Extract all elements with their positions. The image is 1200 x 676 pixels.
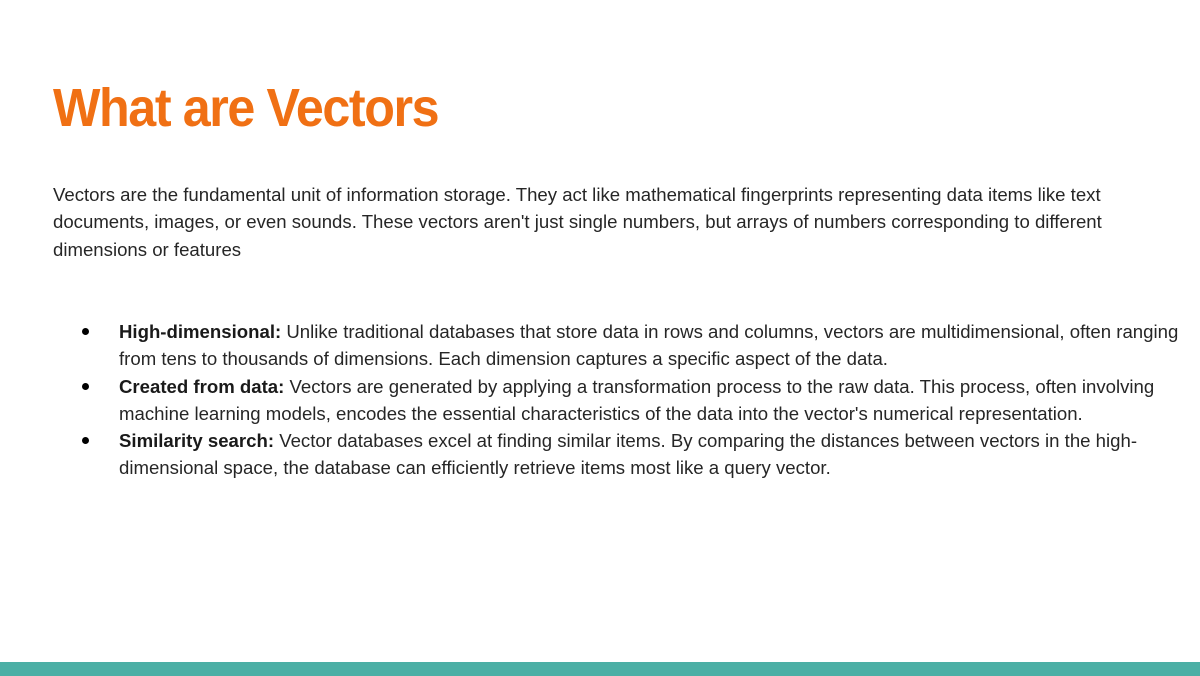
bullet-list (119, 318, 1179, 482)
bullet-term: Created from data: (119, 375, 285, 397)
bullet-text: Vectors are generated by applying a transformation process to the raw data. This process, often involving machine learning models, encodes the essential characteristics of the data into the vector's numerical representation. (119, 375, 1155, 424)
bottom-accent-bar (0, 662, 1200, 676)
bullet-item-high-dimensional (119, 318, 1179, 373)
bullet-dot-icon (82, 383, 89, 390)
bullet-text: Unlike traditional databases that store data in rows and columns, vectors are multidimensional, often ranging from tens to thousands of dimensions. Each dimension captures a specific aspect of the data. (119, 321, 1179, 370)
bullet-dot-icon (82, 328, 89, 335)
bullet-term: High-dimensional: (119, 321, 282, 342)
bullet-item-similarity-search (119, 427, 1179, 482)
bullet-text: Vector databases excel at finding similar items. By comparing the distances between vectors in the high-dimensional space, the database can efficiently retrieve items most like a query vector. (119, 430, 1138, 479)
intro-paragraph: Vectors are the fundamental unit of information storage. They act like mathematical fingerprints representing data items like text documents, images, or even sounds. These vectors aren't just single numbers, but arrays of numbers corresponding to different dimensions or features (53, 184, 1102, 260)
bullet-term: Similarity search: (119, 430, 275, 452)
bullet-dot-icon (82, 437, 89, 444)
bullet-item-created-from-data (119, 373, 1179, 428)
slide-title: What are Vectors (53, 78, 439, 138)
